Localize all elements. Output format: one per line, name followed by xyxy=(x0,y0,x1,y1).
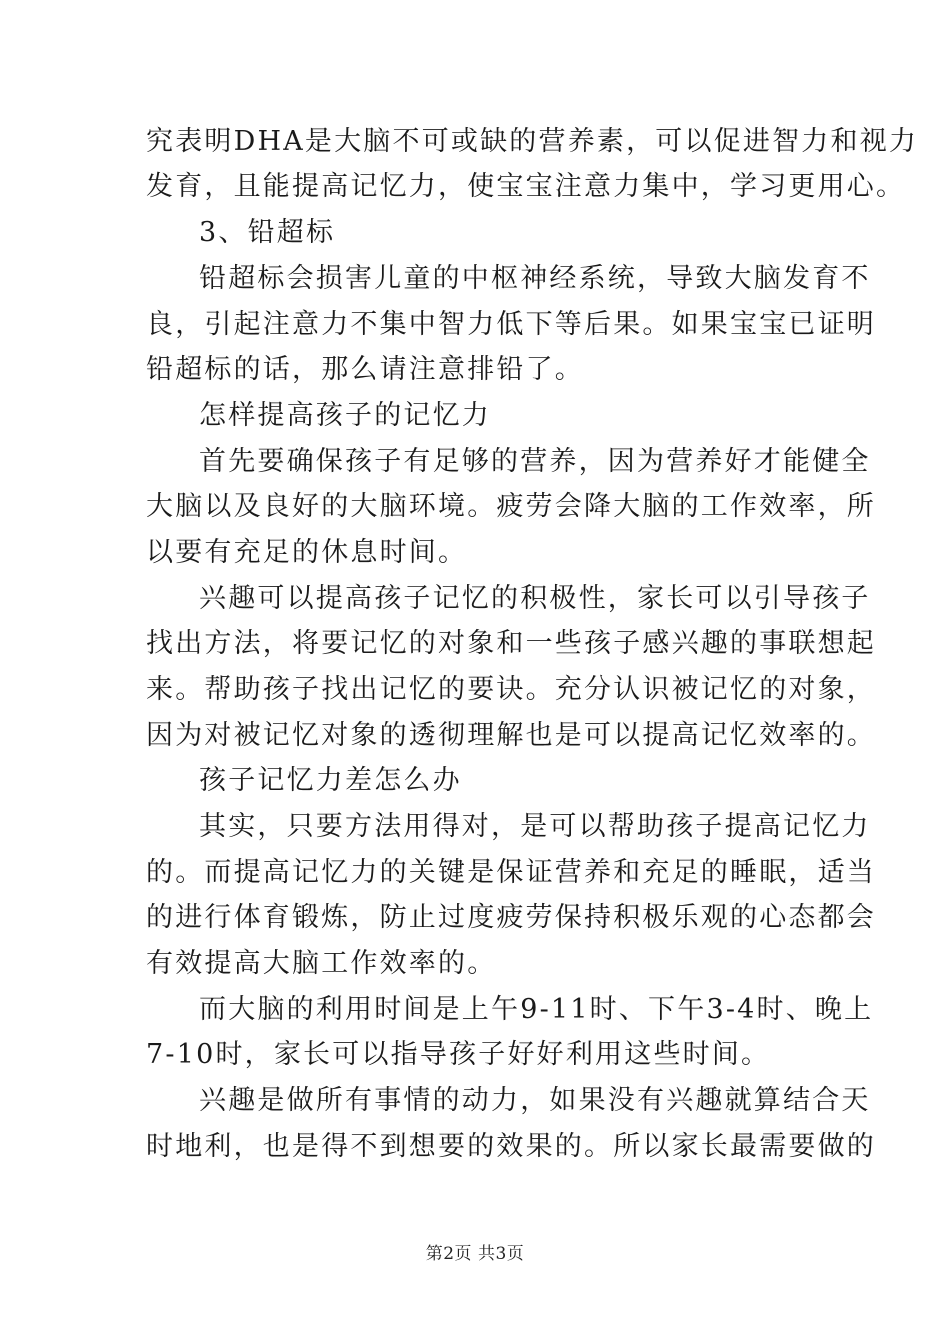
section-heading: 孩子记忆力差怎么办 xyxy=(199,765,462,796)
text-line: 有效提高大脑工作效率的。 xyxy=(146,948,497,979)
text-line: 良，引起注意力不集中智力低下等后果。如果宝宝已证明 xyxy=(146,309,876,340)
text-line: 首先要确保孩子有足够的营养，因为营养好才能健全 xyxy=(199,446,871,477)
text-line: 其实，只要方法用得对，是可以帮助孩子提高记忆力 xyxy=(199,811,871,842)
section-heading: 怎样提高孩子的记忆力 xyxy=(199,400,491,431)
text-line: 的进行体育锻炼，防止过度疲劳保持积极乐观的心态都会 xyxy=(146,902,876,933)
text-line: 铅超标的话，那么请注意排铅了。 xyxy=(146,354,584,385)
text-line: 大脑以及良好的大脑环境。疲劳会降大脑的工作效率，所 xyxy=(146,491,876,522)
text-line: 发育，且能提高记忆力，使宝宝注意力集中，学习更用心。 xyxy=(146,171,906,202)
text-line: 因为对被记忆对象的透彻理解也是可以提高记忆效率的。 xyxy=(146,720,876,751)
text-line: 兴趣是做所有事情的动力，如果没有兴趣就算结合天 xyxy=(199,1085,871,1116)
text-line: 而大脑的利用时间是上午9-11时、下午3-4时、晚上 xyxy=(199,994,874,1025)
text-line: 究表明DHA是大脑不可或缺的营养素，可以促进智力和视力 xyxy=(146,126,919,157)
text-line: 时地利，也是得不到想要的效果的。所以家长最需要做的 xyxy=(146,1131,876,1162)
section-heading: 3、铅超标 xyxy=(199,217,336,248)
text-line: 的。而提高记忆力的关键是保证营养和充足的睡眠，适当 xyxy=(146,857,876,888)
page-number: 第2页 共3页 xyxy=(425,1244,525,1264)
text-line: 来。帮助孩子找出记忆的要诀。充分认识被记忆的对象， xyxy=(146,674,876,705)
text-line: 铅超标会损害儿童的中枢神经系统，导致大脑发育不 xyxy=(199,263,871,294)
text-line: 7-10时，家长可以指导孩子好好利用这些时间。 xyxy=(146,1039,771,1070)
text-line: 兴趣可以提高孩子记忆的积极性，家长可以引导孩子 xyxy=(199,583,871,614)
text-line: 找出方法，将要记忆的对象和一些孩子感兴趣的事联想起 xyxy=(146,628,876,659)
text-line: 以要有充足的休息时间。 xyxy=(146,537,468,568)
